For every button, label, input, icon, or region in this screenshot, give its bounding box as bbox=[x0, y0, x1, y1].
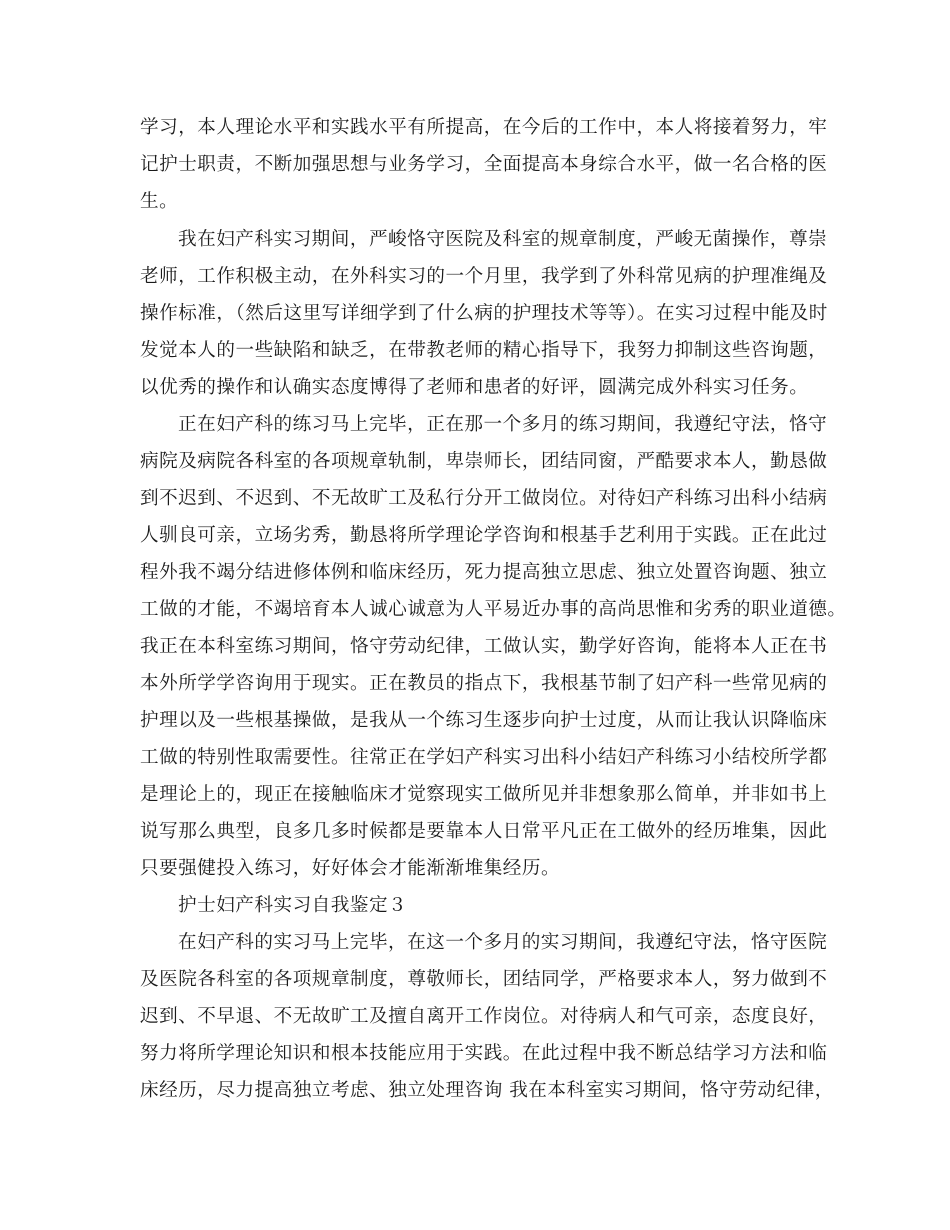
body-text-line: 是理论上的，现正在接触临床才觉察现实工做所见并非想象那么简单，并非如书上 bbox=[140, 784, 828, 805]
body-text-line: 以优秀的操作和认确实态度博得了老师和患者的好评，圆满完成外科实习任务。 bbox=[140, 377, 809, 398]
section-heading: 护士妇产科实习自我鉴定３ bbox=[178, 895, 408, 916]
body-text-line: 发觉本人的一些缺陷和缺乏，在带教老师的精心指导下，我努力抑制这些咨询题， bbox=[140, 340, 828, 361]
body-text-line: 护理以及一些根基操做，是我从一个练习生逐步向护士过度，从而让我认识降临床 bbox=[140, 710, 828, 731]
body-text-line: 操作标准，（然后这里写详细学到了什么病的护理技术等等）。在实习过程中能及时 bbox=[140, 303, 828, 324]
body-text-line: 只要强健投入练习，好好体会才能渐渐堆集经历。 bbox=[140, 858, 561, 879]
body-text-line: 工做的才能，不竭培育本人诚心诚意为人平易近办事的高尚思惟和劣秀的职业道德。 bbox=[140, 599, 847, 620]
body-text-line: 迟到、不早退、不无故旷工及擅自离开工作岗位。对待病人和气可亲，态度良好， bbox=[140, 1006, 828, 1027]
body-text-line: 程外我不竭分结进修体例和临床经历，死力提高独立思虑、独立处置咨询题、独立 bbox=[140, 562, 828, 583]
body-text-line: 及医院各科室的各项规章制度，尊敬师长，团结同学，严格要求本人，努力做到不 bbox=[140, 969, 828, 990]
body-text-line: 老师，工作积极主动，在外科实习的一个月里，我学到了外科常见病的护理准绳及 bbox=[140, 266, 828, 287]
body-text-line: 本外所学学咨询用于现实。正在教员的指点下，我根基节制了妇产科一些常见病的 bbox=[140, 673, 828, 694]
paragraph-first-line: 正在妇产科的练习马上完毕，正在那一个多月的练习期间，我遵纪守法，恪守 bbox=[178, 414, 828, 435]
paragraph-first-line: 在妇产科的实习马上完毕，在这一个多月的实习期间，我遵纪守法，恪守医院 bbox=[178, 932, 828, 953]
body-text-line: 说写那么典型，良多几多时候都是要靠本人日常平凡正在工做外的经历堆集，因此 bbox=[140, 821, 828, 842]
body-text-line: 学习，本人理论水平和实践水平有所提高，在今后的工作中，本人将接着努力，牢 bbox=[140, 117, 828, 138]
body-text-line: 到不迟到、不迟到、不无故旷工及私行分开工做岗位。对待妇产科练习出科小结病 bbox=[140, 488, 828, 509]
body-text-line: 病院及病院各科室的各项规章轨制，卑崇师长，团结同窗，严酷要求本人，勤恳做 bbox=[140, 451, 828, 472]
body-text-line: 工做的特别性取需要性。往常正在学妇产科实习出科小结妇产科练习小结校所学都 bbox=[140, 747, 828, 768]
body-text-line: 人驯良可亲，立场劣秀，勤恳将所学理论学咨询和根基手艺利用于实践。正在此过 bbox=[140, 525, 828, 546]
body-text-line: 生。 bbox=[140, 191, 179, 212]
body-text-line: 记护士职责，不断加强思想与业务学习，全面提高本身综合水平，做一名合格的医 bbox=[140, 154, 828, 175]
body-text-line: 我正在本科室练习期间，恪守劳动纪律，工做认实，勤学好咨询，能将本人正在书 bbox=[140, 636, 828, 657]
paragraph-first-line: 我在妇产科实习期间，严峻恪守医院及科室的规章制度，严峻无菌操作，尊崇 bbox=[178, 229, 828, 250]
body-text-line: 努力将所学理论知识和根本技能应用于实践。在此过程中我不断总结学习方法和临 bbox=[140, 1043, 828, 1064]
body-text-line: 床经历，尽力提高独立考虑、独立处理咨询 我在本科室实习期间，恪守劳动纪律， bbox=[140, 1080, 834, 1101]
